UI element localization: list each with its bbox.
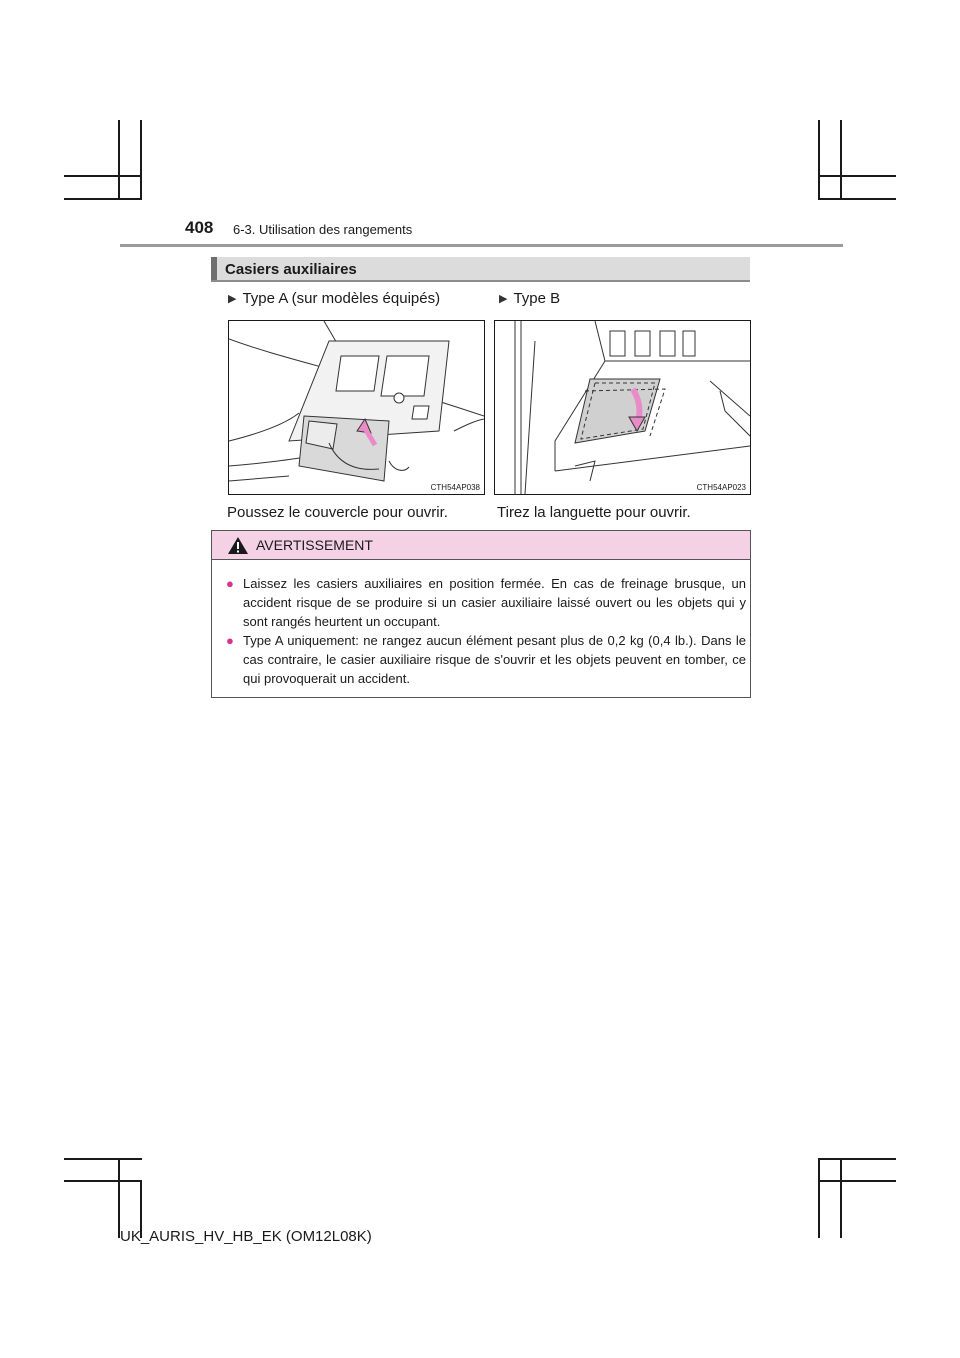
figure-type-b <box>494 320 751 495</box>
type-a-caption: Poussez le couvercle pour ouvrir. <box>227 504 448 521</box>
crop-mark <box>818 1158 896 1160</box>
triangle-bullet-icon: ▶ <box>228 293 237 305</box>
warning-item-text: Laissez les casiers auxiliaires en position fermée. En cas de freinage brusque, un accident risque de se produire si un casier auxiliaire laissé ouvert ou les objets qui y sont rangés heurtent un occupant. <box>243 576 746 629</box>
warning-item-text: Type A uniquement: ne rangez aucun élément pesant plus de 0,2 kg (0,4 lb.). Dans le cas contraire, le casier auxiliaire risque de s'ouvrir et les objets peuvent en tomber, ce qui provoquerait un accident. <box>243 633 746 686</box>
type-a-label <box>228 290 440 307</box>
crop-mark <box>818 198 896 200</box>
crop-mark <box>818 120 820 200</box>
crop-mark <box>818 1158 820 1238</box>
figure-type-a <box>228 320 485 495</box>
document-footer-code: UK_AURIS_HV_HB_EK (OM12L08K) <box>120 1228 372 1245</box>
figure-code: CTH54AP038 <box>430 483 480 492</box>
crop-mark <box>840 1158 842 1238</box>
section-title-accent <box>211 257 217 280</box>
bullet-icon: ● <box>226 633 234 648</box>
figure-code: CTH54AP023 <box>696 483 746 492</box>
type-a-label-text: Type A (sur modèles équipés) <box>242 290 441 307</box>
crop-mark <box>64 175 142 177</box>
crop-mark <box>64 1180 142 1182</box>
section-title: Casiers auxiliaires <box>225 261 357 278</box>
section-breadcrumb: 6-3. Utilisation des rangements <box>233 222 413 237</box>
warning-item <box>226 631 746 688</box>
type-b-label <box>499 290 560 307</box>
overhead-console-illustration <box>229 321 484 494</box>
crop-mark <box>818 1180 896 1182</box>
triangle-bullet-icon: ▶ <box>499 293 508 305</box>
bullet-icon: ● <box>226 576 234 591</box>
warning-box <box>211 530 751 698</box>
warning-triangle-icon <box>227 536 249 555</box>
crop-mark <box>118 120 120 200</box>
crop-mark <box>840 120 842 200</box>
section-title-bar <box>211 257 750 282</box>
page-number: 408 <box>185 218 214 237</box>
warning-header <box>212 531 750 560</box>
header-divider <box>120 244 843 247</box>
warning-title: AVERTISSEMENT <box>256 537 373 553</box>
warning-item <box>226 574 746 631</box>
lower-dashboard-illustration <box>495 321 750 494</box>
type-b-label-text: Type B <box>513 290 561 307</box>
type-b-caption: Tirez la languette pour ouvrir. <box>497 504 691 521</box>
crop-mark <box>818 175 896 177</box>
crop-mark <box>64 198 142 200</box>
crop-mark <box>64 1158 142 1160</box>
crop-mark <box>140 120 142 200</box>
crop-mark <box>118 1158 120 1238</box>
